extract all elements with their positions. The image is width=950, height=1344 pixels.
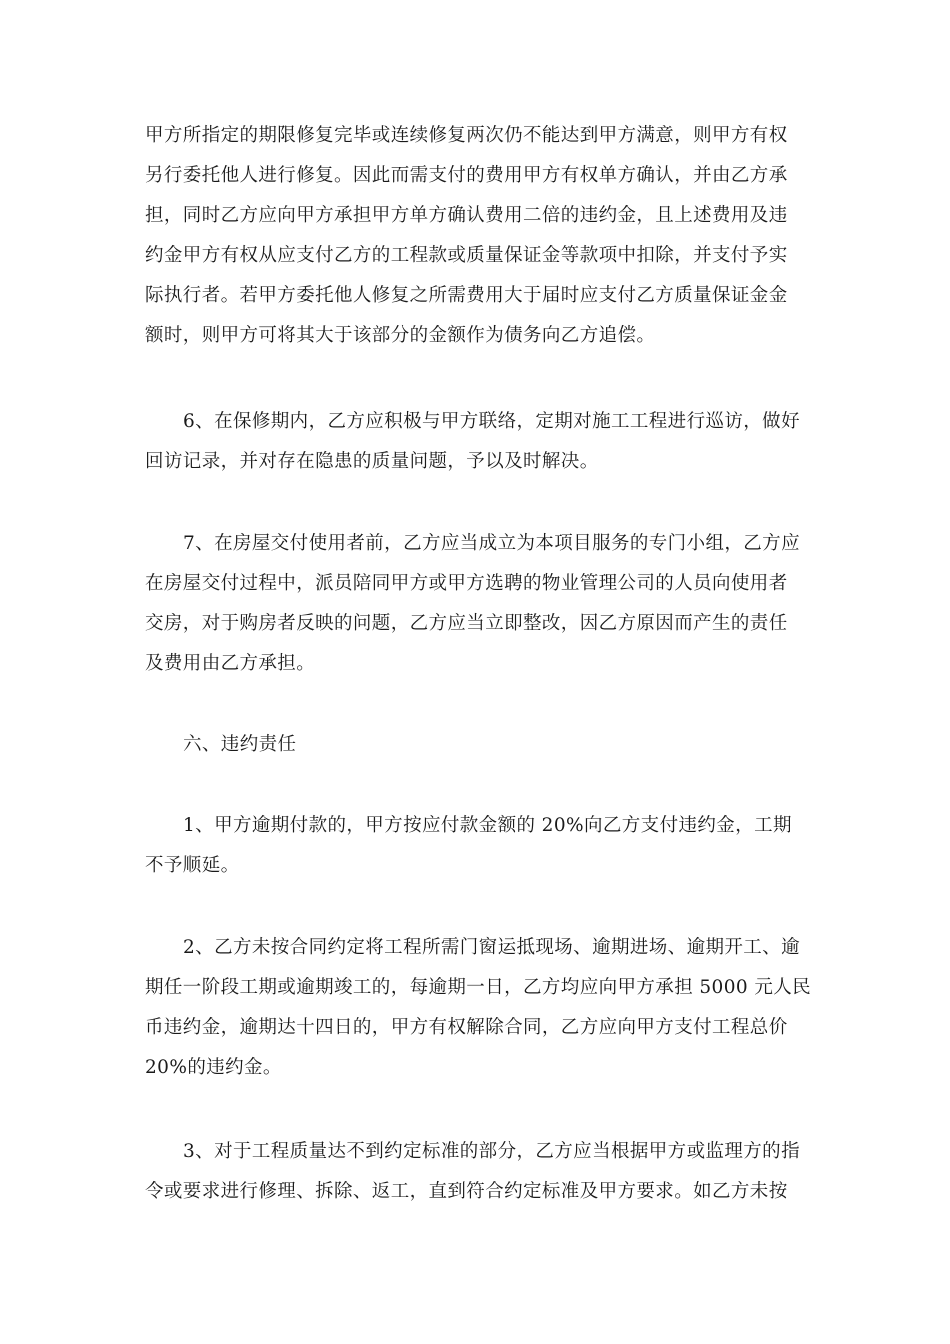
paragraph-breach-1: [145, 806, 810, 886]
text-line: 2、乙方未按合同约定将工程所需门窗运抵现场、逾期进场、逾期开工、逾: [183, 937, 800, 958]
text-line: 7、在房屋交付使用者前，乙方应当成立为本项目服务的专门小组，乙方应: [183, 533, 800, 554]
text-line: 担，同时乙方应向甲方承担甲方单方确认费用二倍的违约金，且上述费用及违: [145, 205, 788, 226]
section-heading-text: 六、违约责任: [183, 734, 297, 755]
text-line: 令或要求进行修理、拆除、返工，直到符合约定标准及甲方要求。如乙方未按: [145, 1181, 788, 1202]
text-line: 回访记录，并对存在隐患的质量问题，予以及时解决。: [145, 451, 599, 472]
text-line: 另行委托他人进行修复。因此而需支付的费用甲方有权单方确认，并由乙方承: [145, 165, 788, 186]
text-line: 交房，对于购房者反映的问题，乙方应当立即整改，因乙方原因而产生的责任: [145, 613, 788, 634]
section-heading: [145, 725, 810, 765]
text-line: 甲方所指定的期限修复完毕或连续修复两次仍不能达到甲方满意，则甲方有权: [145, 125, 788, 146]
text-line: 期任一阶段工期或逾期竣工的，每逾期一日，乙方均应向甲方承担 5000 元人民: [145, 977, 812, 998]
text-line: 额时，则甲方可将其大于该部分的金额作为债务向乙方追偿。: [145, 325, 656, 346]
text-line: 在房屋交付过程中，派员陪同甲方或甲方选聘的物业管理公司的人员向使用者: [145, 573, 788, 594]
text-line: 际执行者。若甲方委托他人修复之所需费用大于届时应支付乙方质量保证金金: [145, 285, 788, 306]
text-line: 3、对于工程质量达不到约定标准的部分，乙方应当根据甲方或监理方的指: [183, 1141, 800, 1162]
paragraph-continued: [145, 116, 810, 356]
paragraph-item-7: [145, 524, 810, 684]
paragraph-item-6: [145, 402, 810, 482]
text-line: 及费用由乙方承担。: [145, 653, 316, 674]
paragraph-breach-3: [145, 1132, 810, 1212]
text-line: 约金甲方有权从应支付乙方的工程款或质量保证金等款项中扣除，并支付予实: [145, 245, 788, 266]
text-line: 不予顺延。: [145, 855, 240, 876]
paragraph-breach-2: [145, 928, 810, 1088]
text-line: 1、甲方逾期付款的，甲方按应付款金额的 20%向乙方支付违约金，工期: [183, 815, 792, 836]
text-line: 20%的违约金。: [145, 1057, 282, 1078]
text-line: 币违约金，逾期达十四日的，甲方有权解除合同，乙方应向甲方支付工程总价: [145, 1017, 788, 1038]
text-line: 6、在保修期内，乙方应积极与甲方联络，定期对施工工程进行巡访，做好: [183, 411, 800, 432]
